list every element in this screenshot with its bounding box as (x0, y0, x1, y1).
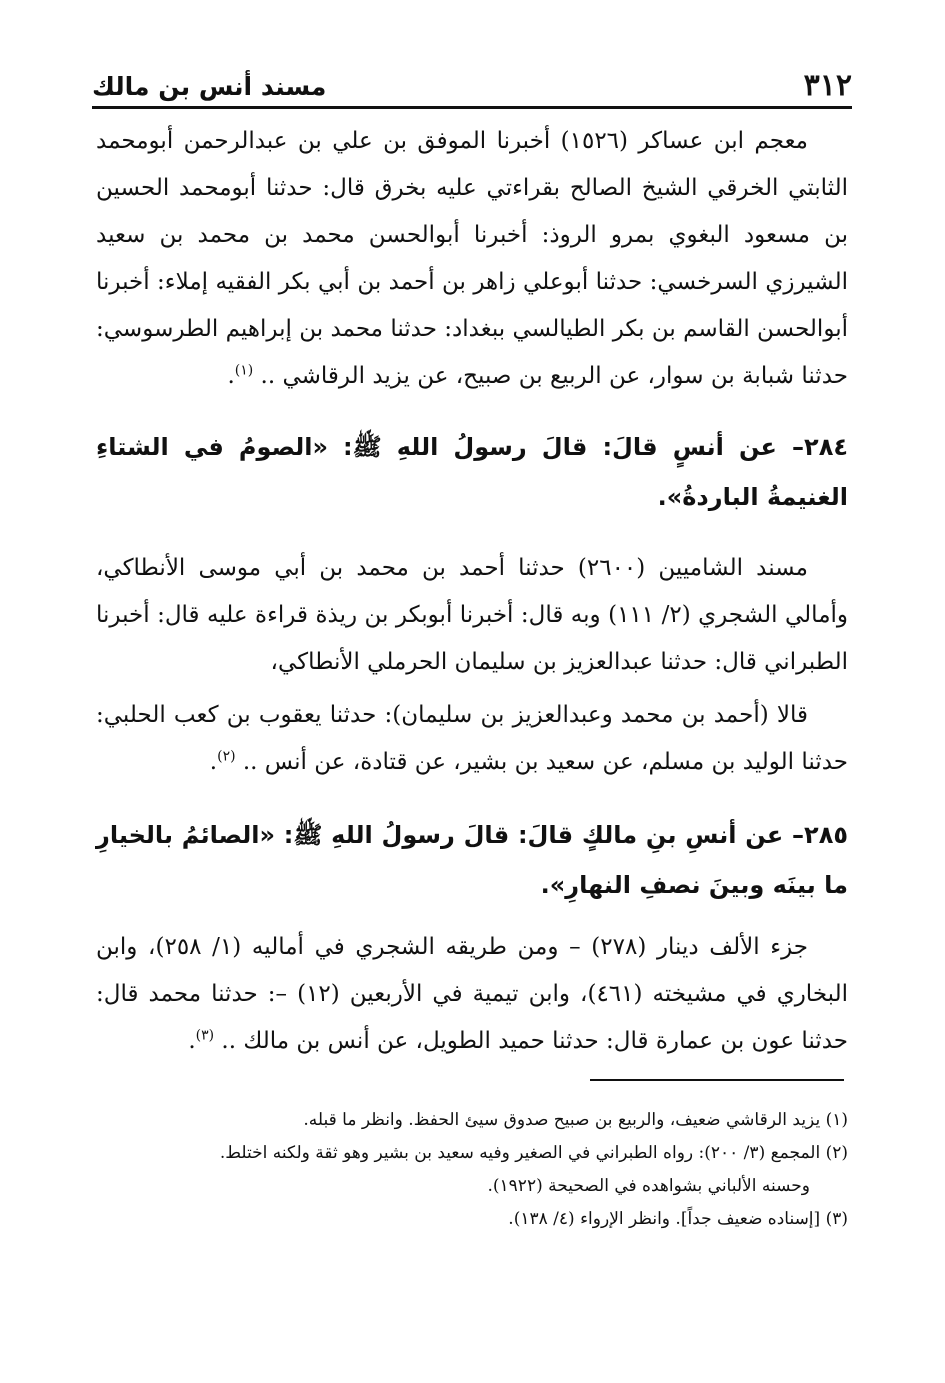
footnote-2: (٢) المجمع (٣/ ٢٠٠): رواه الطبراني في الصغير وفيه سعيد بن بشير وهو ثقة ولكنه اختلط. (219, 1143, 848, 1163)
running-title: مسند أنس بن مالك (92, 72, 327, 101)
footnote-separator (590, 1079, 844, 1081)
footnote-ref-3: (٣) (195, 1027, 215, 1044)
footnote-ref-1: (١) (234, 362, 254, 379)
isnad-paragraph-4: جزء الألف دينار (٢٧٨) – ومن طريقه الشجري في أماليه (١/ ٢٥٨)، وابن البخاري في مشيخته (٤٦١)، وابن تيمية في الأربعين (١٢) –: حدثنا محمد قال: حدثنا عون بن عمارة قال: حدثنا حميد الطويل، عن أنس بن مالك .. $^{(٣)}$. (96, 934, 849, 1054)
isnad-text-4: جزء الألف دينار (٢٧٨) – ومن طريقه الشجري في أماليه (١/ ٢٥٨)، وابن البخاري في مشيخته (٤٦١)، وابن تيمية في الأربعين (١٢) –: حدثنا محمد قال: حدثنا عون بن عمارة قال: حدثنا حميد الطويل، عن أنس بن مالك .. (96, 934, 849, 1054)
footnote-1: (١) يزيد الرقاشي ضعيف، والربيع بن صبيح صدوق سيئ الحفظ. وانظر ما قبله. (303, 1110, 848, 1130)
page-header (92, 62, 852, 109)
isnad-paragraph-1: معجم ابن عساكر (١٥٢٦) أخبرنا الموفق بن علي بن عبدالرحمن أبومحمد الثابتي الخرقي الشيخ الصالح بقراءتي عليه بخرق قال: حدثنا أبومحمد الحسين بن مسعود البغوي بمرو الروذ: أخبرنا أبوالحسن محمد بن محمد بن سعيد الشيرزي السرخسي: حدثنا أبوعلي زاهر بن أحمد بن أبي بكر الفقيه إملاء: أخبرنا أبوالحسن القاسم بن بكر الطيالسي ببغداد: حدثنا محمد بن إبراهيم الطرسوسي: حدثنا شبابة بن سوار، عن الربيع بن صبيح، عن يزيد الرقاشي .. $^{(١)}$. (96, 128, 848, 389)
footnote-3: (٣) [إسناده ضعيف جداً]. وانظر الإرواء (٤/ ١٣٨). (508, 1209, 848, 1229)
page-number: ٣١٢ (803, 68, 852, 103)
hadith-285: ٢٨٥– عن أنسِ بنِ مالكٍ قالَ: قالَ رسولُ اللهِ ﷺ: «الصائمُ بالخيارِ ما بينَه وبينَ نصفِ النهارِ». (96, 821, 848, 899)
isnad-text-3: قالا (أحمد بن محمد وعبدالعزيز بن سليمان): حدثنا يعقوب بن كعب الحلبي: حدثنا الوليد بن مسلم، عن سعيد بن بشير، عن قتادة، عن أنس .. (96, 702, 848, 775)
isnad-paragraph-3: قالا (أحمد بن محمد وعبدالعزيز بن سليمان): حدثنا يعقوب بن كعب الحلبي: حدثنا الوليد بن مسلم، عن سعيد بن بشير، عن قتادة، عن أنس .. $^{(٢)}$. (96, 702, 848, 775)
footnote-ref-2: (٢) (217, 748, 236, 765)
footnote-2-continuation: وحسنه الألباني بشواهده في الصحيحة (١٩٢٢). (487, 1176, 810, 1196)
isnad-text-1: معجم ابن عساكر (١٥٢٦) أخبرنا الموفق بن علي بن عبدالرحمن أبومحمد الثابتي الخرقي الشيخ الصالح بقراءتي عليه بخرق قال: حدثنا أبومحمد الحسين بن مسعود البغوي بمرو الروذ: أخبرنا أبوالحسن محمد بن محمد بن سعيد الشيرزي السرخسي: حدثنا أبوعلي زاهر بن أحمد بن أبي بكر الفقيه إملاء: أخبرنا أبوالحسن القاسم بن بكر الطيالسي ببغداد: حدثنا محمد بن إبراهيم الطرسوسي: حدثنا شبابة بن سوار، عن الربيع بن صبيح، عن يزيد الرقاشي .. (96, 128, 848, 389)
hadith-284: ٢٨٤– عن أنسٍ قالَ: قالَ رسولُ اللهِ ﷺ: «الصومُ في الشتاءِ الغنيمةُ الباردةُ». (96, 433, 848, 511)
footnotes (96, 1104, 848, 1236)
isnad-paragraph-2: مسند الشاميين (٢٦٠٠) حدثنا أحمد بن محمد بن أبي موسى الأنطاكي، وأمالي الشجري (٢/ ١١١) وبه قال: أخبرنا أبوبكر بن ريذة قراءة عليه قال: أخبرنا الطبراني قال: حدثنا عبدالعزيز بن سليمان الحرملي الأنطاكي، (96, 555, 849, 675)
